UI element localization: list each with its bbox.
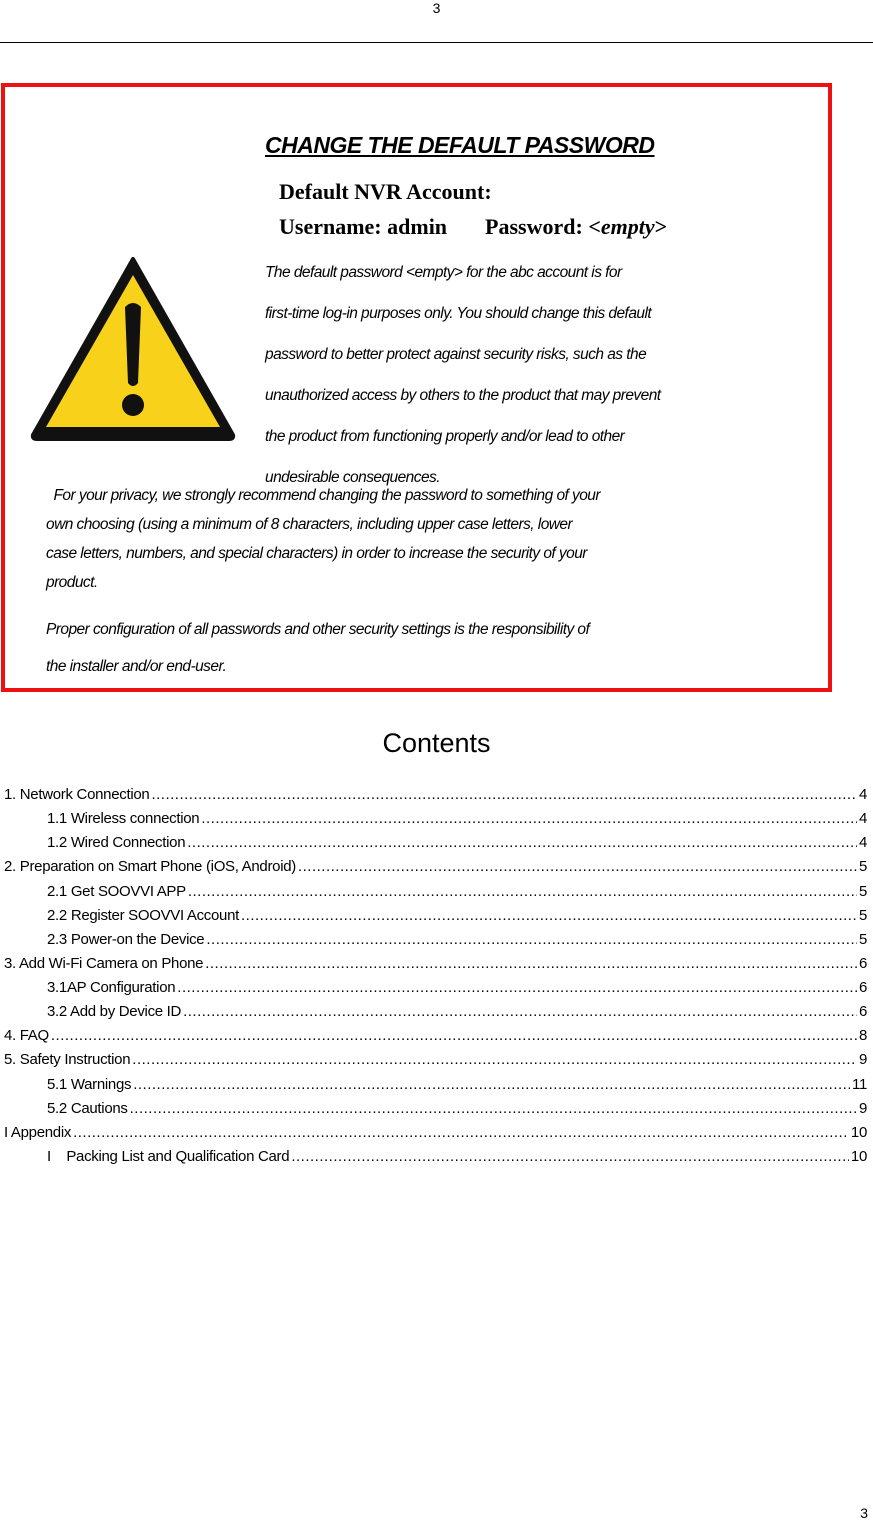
toc-entry-page: 4 xyxy=(858,786,867,803)
default-line: The default password <empty> for the abc account is for xyxy=(265,264,622,281)
toc-entry-page: 4 xyxy=(858,810,867,827)
toc-entry-title: 5. Safety Instruction xyxy=(4,1051,131,1068)
toc-entry[interactable] xyxy=(47,1003,867,1027)
toc-entry[interactable] xyxy=(47,931,867,955)
toc-entry[interactable] xyxy=(47,1076,867,1100)
toc-leader xyxy=(177,979,857,996)
toc-leader xyxy=(151,786,857,803)
toc-entry-title: 4. FAQ xyxy=(4,1027,49,1044)
toc-entry[interactable] xyxy=(47,1100,867,1124)
toc-entry-page: 5 xyxy=(858,907,867,924)
toc-entry-page: 10 xyxy=(850,1148,867,1165)
toc-entry-title: 2.2 Register SOOVVI Account xyxy=(47,907,239,924)
toc-entry[interactable] xyxy=(47,883,867,907)
privacy-paragraph xyxy=(46,481,826,597)
account-heading: Default NVR Account: xyxy=(279,179,492,204)
default-line: first-time log-in purposes only. You should change this default xyxy=(265,305,652,322)
default-line: unauthorized access by others to the product that may prevent xyxy=(265,387,661,404)
toc-entry-title: I Appendix xyxy=(4,1124,72,1141)
toc-leader xyxy=(187,834,857,851)
toc-leader xyxy=(205,955,857,972)
toc-leader xyxy=(183,1003,857,1020)
toc-entry-title: 2.3 Power-on the Device xyxy=(47,931,205,948)
toc-leader xyxy=(291,1148,849,1165)
footer-page-number: 3 xyxy=(860,1505,868,1521)
toc-entry-page: 5 xyxy=(858,931,867,948)
default-line: password to better protect against security risks, such as the xyxy=(265,346,647,363)
toc-entry[interactable] xyxy=(4,955,867,979)
contents-title: Contents xyxy=(382,728,491,758)
toc-leader xyxy=(201,810,857,827)
header-divider xyxy=(0,42,873,43)
toc-entry-page: 10 xyxy=(850,1124,867,1141)
toc-entry[interactable] xyxy=(47,907,867,931)
toc-entry-title: 5.1 Warnings xyxy=(47,1076,132,1093)
toc-entry-page: 6 xyxy=(858,979,867,996)
password-value: empty xyxy=(600,214,655,239)
toc-entry-page: 6 xyxy=(858,955,867,972)
toc-entry-page: 4 xyxy=(858,834,867,851)
toc-entry-title: 3. Add Wi-Fi Camera on Phone xyxy=(4,955,204,972)
header-page-number: 3 xyxy=(432,0,441,16)
notice-title: CHANGE THE DEFAULT PASSWORD xyxy=(265,132,655,158)
toc-leader xyxy=(241,907,857,924)
toc-leader xyxy=(188,883,857,900)
toc-entry-page: 11 xyxy=(852,1076,867,1093)
default-password-paragraph xyxy=(265,252,835,498)
password-close: > xyxy=(654,214,668,239)
toc-leader xyxy=(73,1124,849,1141)
toc-entry[interactable] xyxy=(47,810,867,834)
toc-entry-title: 2.1 Get SOOVVI APP xyxy=(47,883,186,900)
toc-leader xyxy=(298,858,857,875)
default-line: the product from functioning properly and/or lead to other xyxy=(265,428,625,445)
configuration-paragraph xyxy=(46,611,826,685)
toc-leader xyxy=(51,1027,857,1044)
config-line: the installer and/or end-user. xyxy=(46,658,227,675)
toc-entry[interactable] xyxy=(47,834,867,858)
password-label: Password: < xyxy=(485,214,601,239)
toc-entry[interactable] xyxy=(4,1051,867,1075)
privacy-line: For your privacy, we strongly recommend changing the password to something of your xyxy=(46,487,600,504)
toc-entry-page: 9 xyxy=(858,1051,867,1068)
warning-triangle-icon xyxy=(30,255,236,441)
toc-entry-page: 9 xyxy=(858,1100,867,1117)
account-credentials xyxy=(279,214,667,240)
toc-entry-title: I Packing List and Qualification Card xyxy=(47,1148,290,1165)
toc-entry[interactable] xyxy=(47,1148,867,1172)
config-line: Proper configuration of all passwords and other security settings is the responsibility of xyxy=(46,621,590,638)
toc-entry[interactable] xyxy=(4,858,867,882)
toc-entry-title: 3.1AP Configuration xyxy=(47,979,176,996)
toc-entry[interactable] xyxy=(4,786,867,810)
privacy-line: own choosing (using a minimum of 8 characters, including upper case letters, lower xyxy=(46,516,573,533)
toc-leader xyxy=(130,1100,857,1117)
toc-entry-page: 8 xyxy=(858,1027,867,1044)
toc-entry-title: 1. Network Connection xyxy=(4,786,150,803)
toc-entry-title: 1.2 Wired Connection xyxy=(47,834,186,851)
toc-leader xyxy=(133,1076,850,1093)
toc-entry-title: 1.1 Wireless connection xyxy=(47,810,200,827)
toc-entry-title: 5.2 Cautions xyxy=(47,1100,128,1117)
toc-entry-title: 2. Preparation on Smart Phone (iOS, Android) xyxy=(4,858,296,875)
toc-entry[interactable] xyxy=(4,1027,867,1051)
toc-entry[interactable] xyxy=(4,1124,867,1148)
toc-leader xyxy=(132,1051,857,1068)
toc-entry-page: 6 xyxy=(858,1003,867,1020)
toc-entry-page: 5 xyxy=(858,883,867,900)
warning-exclamation-dot xyxy=(122,394,144,416)
username-label: Username: admin xyxy=(279,214,448,239)
privacy-line: product. xyxy=(46,574,98,591)
default-line: undesirable consequences. xyxy=(265,469,440,486)
toc-leader xyxy=(206,931,857,948)
toc-entry-title: 3.2 Add by Device ID xyxy=(47,1003,182,1020)
toc-entry-page: 5 xyxy=(858,858,867,875)
toc-entry[interactable] xyxy=(47,979,867,1003)
privacy-line: case letters, numbers, and special characters) in order to increase the security of your xyxy=(46,545,587,562)
